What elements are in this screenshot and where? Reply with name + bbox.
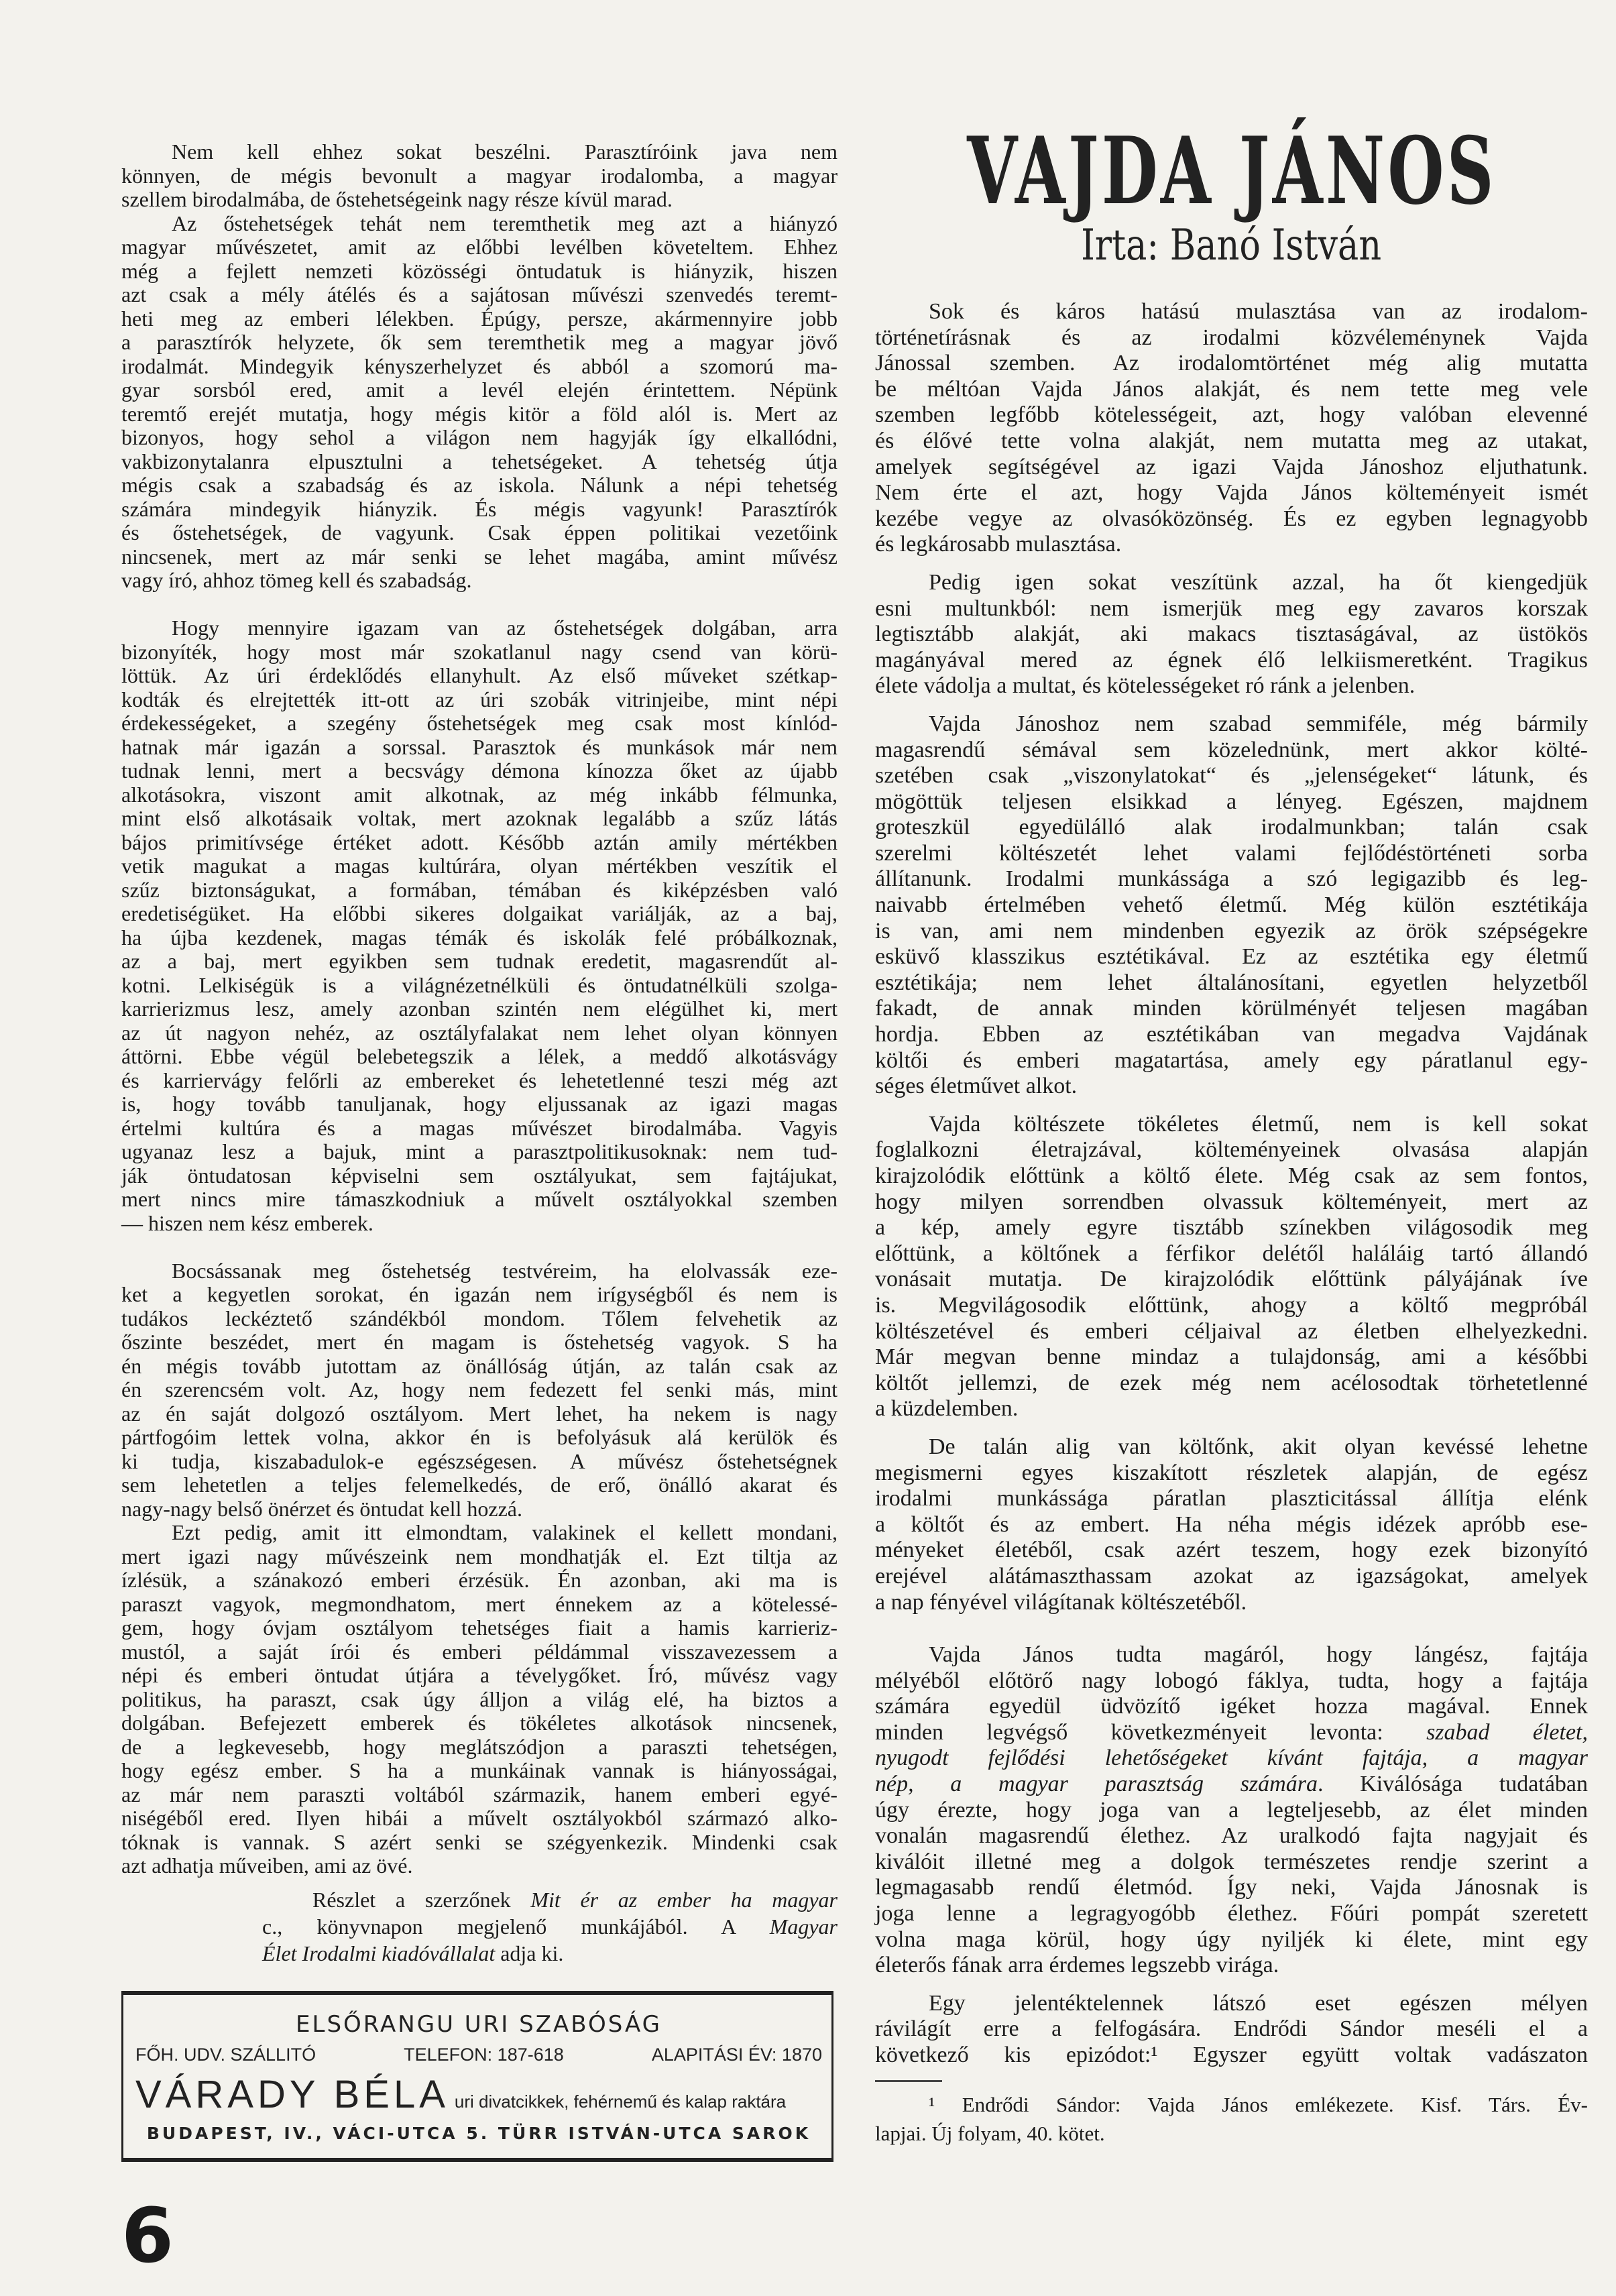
text-line: Nem érte el azt, hogy Vajda János költeményeit ismét <box>875 480 1588 506</box>
text-line: kirajzolódik előttünk a költő élete. Még csak az sem fontos, <box>875 1163 1588 1188</box>
text-line: Az őstehetségek tehát nem teremthetik meg azt a hiányzó <box>172 211 838 235</box>
text-line: szűz biztonságukat, a formában, témában és kiképzésben való <box>121 877 838 902</box>
text-line: heti meg az emberi lélekben. Épúgy, persze, akármennyire jobb <box>121 306 838 331</box>
text-line: esztétikája; nem lehet általánosítani, egyetlen helyzetből <box>875 970 1588 995</box>
text-line: a küzdelemben. <box>875 1396 1019 1422</box>
text-line: számára egyedül üdvözítő igéket hozza magával. Ennek <box>875 1694 1588 1719</box>
text-line: bizonyos, hogy sehol a világon nem hagyják így elkallódni, <box>121 425 838 449</box>
text-line: groteszkül egyedülálló alak irodalmunkban; talán csak <box>875 815 1588 840</box>
text-line: mégis csak a szabadság és az iskola. Nálunk a népi tehetség <box>121 473 838 497</box>
text-line: ízlésük, a szánakozó emberi érzésük. Én azonban, aki ma is <box>121 1568 838 1592</box>
text-line: mögöttük teljesen elsikkad a lényeg. Egészen, majdnem <box>875 789 1588 814</box>
text-segment: adja ki. <box>495 1941 564 1965</box>
paragraph <box>875 299 1588 558</box>
text-line: is. Megvilágosodik előttünk, ahogy a költő megpróbál <box>875 1292 1588 1318</box>
right-column-text <box>875 299 1588 2069</box>
text-line: volna maga körül, hogy úgy nyiljék ki élete, mint egy <box>875 1927 1588 1952</box>
text-line: dolgában. Befejezett emberek és tökéletes alkotások nincsenek, <box>121 1711 838 1735</box>
text-line: gem, hogy óvjam osztályom tehetséges fiait a hamis karrieriz- <box>121 1615 838 1640</box>
text-line: a nap fényével világítanak költészetéből. <box>875 1589 1247 1615</box>
text-line: lapjai. Új folyam, 40. kötet. <box>875 2121 1105 2145</box>
text-line: esküvő klasszikus esztétikával. Ez az esztétika egy életmű <box>875 944 1588 970</box>
text-line: úgy érezte, hogy joga van a legteljesebb, az élet minden <box>875 1797 1588 1823</box>
text-line: költészetével és emberi céljaival az életben elhelyezkedni. <box>875 1318 1588 1344</box>
italic-text: szabad életet, <box>1426 1719 1588 1745</box>
text-line: mert igazi nagy művészeink nem mondhatják el. Ezt tiltja az <box>121 1544 838 1568</box>
text-line: állítanunk. Irodalmi munkássága a szó legigazibb és leg- <box>875 866 1588 892</box>
excerpt-credit-note <box>262 1886 838 1967</box>
paragraph <box>121 140 838 212</box>
right-column <box>875 299 1588 2148</box>
text-line: vonásait mutatja. De kirajzolódik előttünk pályájának íve <box>875 1267 1588 1292</box>
text-line: mélyéből előtörő nagy lobogó fáklya, tudta, hogy a fajtája <box>875 1668 1588 1693</box>
text-line: kezébe vegye az olvasóközönség. És ez egyben legnagyobb <box>875 506 1588 531</box>
paragraph <box>121 1521 838 1878</box>
paragraph <box>875 570 1588 699</box>
text-line: hogy egész ember. S ha a munkáinak vannak is hiányosságai, <box>121 1758 838 1782</box>
text-line: számára mindegyik hiányzik. És mégis vagyunk! Parasztírók <box>121 496 838 521</box>
byline-row <box>875 221 1588 270</box>
text-line: és karriervágy felőrli az embereket és lehetetlenné teszi még azt <box>121 1068 838 1092</box>
text-line: joga lenne a legragyogóbb élethez. Főúri pompát szeretett <box>875 1901 1588 1927</box>
text-line: bájos primitívsége értéket adott. Később aztán amily mértékben <box>121 829 838 854</box>
text-line: kiválóit illetné meg a dolgok természetes rendje szerint a <box>875 1849 1588 1874</box>
ad-purveyor: FŐH. UDV. SZÁLLITÓ <box>135 2044 316 2065</box>
text-line: könnyen, de mégis bevonult a magyar irodalomba, a magyar <box>121 163 838 188</box>
text-line: erejével alátámaszthassam azokat az igazságokat, amelyek <box>875 1563 1588 1589</box>
ad-goods: uri divatcikkek, fehérnemű és kalap raktára <box>454 2091 787 2112</box>
text-line: szellem birodalmába, de őstehetségeink nagy része kívül marad. <box>121 187 673 211</box>
text-line: amelyek segítségével az igazi Vajda Jánoshoz eljuthatunk. <box>875 454 1588 479</box>
text-line: értelmi kultúra és a magas művészet birodalmába. Vagyis <box>121 1115 838 1140</box>
paragraph <box>121 1259 838 1522</box>
text-line: szetében csak „viszonylatokat“ és „jelenségeket“ látunk, és <box>875 763 1588 789</box>
text-line: még a fejlett nemzeti közösségi öntudatuk is hiányzik, hiszen <box>121 258 838 283</box>
text-line: a költőt és az embert. Ha néha mégis idézek apróbb ese- <box>875 1511 1588 1537</box>
text-line: magyar művészetet, amit az előbbi levélben követeltem. Ehhez <box>121 235 838 259</box>
text-line: karrierizmus lesz, amely azonban szintén nem elégülhet ki, mert <box>121 996 838 1021</box>
text-line: eredetiségüket. Ha előbbi sikeres dolgaikat variálják, az a baj, <box>121 901 838 925</box>
text-segment: minden legvégső következményeit levonta: <box>875 1719 1427 1745</box>
text-line: hogy milyen sorrendben olvassuk költeményeit, mert az <box>875 1189 1588 1214</box>
text-line: az én saját dolgozó osztályom. Mert lehet, ha nekem is nagy <box>121 1401 838 1426</box>
text-line: érdekességeket, a szegény őstehetségek meg csak most kínlód- <box>121 711 838 735</box>
text-line: költőt jellemzi, de ezek még nem acélosodtak törhetetlenné <box>875 1370 1588 1395</box>
text-line: ket a kegyetlen sorokat, én igazán nem irígységből és nem is <box>121 1282 838 1306</box>
text-line: áttörni. Ebbe végül belebetegszik a lélek, a meddő alkotásvágy <box>121 1044 838 1068</box>
article-header <box>875 116 1588 270</box>
text-line: élete vádolja a multat, és kötelességeket ró ránk a jelenben. <box>875 673 1416 699</box>
text-line: Hogy mennyire igazam van az őstehetségek dolgában, arra <box>172 616 838 640</box>
text-line: löttük. Az úri érdeklődés ellanyhult. Az első műveket szétkap- <box>121 663 838 687</box>
text-line: De talán alig van költőnk, akit olyan kevéssé lehetne <box>929 1434 1588 1459</box>
text-line: rávilágít erre a felfogására. Endrődi Sándor meséli el a <box>875 2016 1588 2042</box>
text-line: azt adhatja műveiben, ami az övé. <box>121 1853 413 1878</box>
italic-text: nép, a magyar parasztság számára <box>875 1772 1318 1797</box>
text-line: népi és emberi öntudat útjára a tévelygőket. Író, művész vagy <box>121 1663 838 1687</box>
text-line: vagy író, ahhoz tömeg kell és szabadság. <box>121 568 472 592</box>
footnote <box>875 2090 1588 2148</box>
text-line: költői és emberi magatartása, amely egy páratlanul egy- <box>875 1047 1588 1073</box>
text-line: az már nem paraszti voltából származik, hanem emberi egyé- <box>121 1782 838 1806</box>
text-line: és legkárosabb mulasztása. <box>875 532 1122 557</box>
text-line: alkotásokra, viszont amit alkotnak, az még inkább félmunka, <box>121 782 838 807</box>
text-line: én szerencsém volt. Az, hogy nem fedezett fel senki más, mint <box>121 1377 838 1401</box>
text-line: vonalán magasrendű élethez. Az uralkodó fajta nagyjait és <box>875 1823 1588 1849</box>
text-line: megismerni egyes kiszakított részletek alapján, de egész <box>875 1460 1588 1485</box>
title-row <box>875 116 1588 225</box>
text-line <box>875 1720 1588 1746</box>
text-line: életerős fának arra érdemes legszebb virága. <box>875 1953 1279 1978</box>
text-line: Már megvan benne mindaz a tulajdonság, ami a későbbi <box>875 1344 1588 1370</box>
text-line: séges életművet alkot. <box>875 1074 1078 1099</box>
text-line: mint első alkotásaik voltak, mert azoknak legalább a szűz látás <box>121 806 838 830</box>
text-line: Jánossal szemben. Az irodalomtörténet még alig mutatta <box>875 351 1588 376</box>
text-line <box>262 1886 838 1913</box>
text-line: a parasztírók helyzete, ők sem teremthetik meg a magyar jövő <box>121 330 838 354</box>
text-line <box>262 1913 838 1940</box>
text-line: foglalkozni életrajzával, költeményeinek olvasása alapján <box>875 1137 1588 1163</box>
text-line: legmagasabb rendű életmód. Így neki, Vajda Jánosnak is <box>875 1875 1588 1900</box>
text-line: hatnak már igazán a sorssal. Parasztok és munkások már nem <box>121 734 838 759</box>
text-line: mustól, a saját írói és emberi példámmal visszavezessem a <box>121 1639 838 1664</box>
text-line: történetírásnak és az irodalmi közvéleménynek Vajda <box>875 325 1588 350</box>
ad-address: BUDAPEST, IV., VÁCI-UTCA 5. TÜRR ISTVÁN-UTCA SAROK <box>146 2123 811 2143</box>
ad-headline: ELSŐRANGU URI SZABÓSÁG <box>296 2010 662 2038</box>
text-line <box>262 1940 838 1967</box>
text-line: Sok és káros hatású mulasztása van az irodalom- <box>929 299 1588 324</box>
ad-founded: ALAPITÁSI ÉV: 1870 <box>651 2044 822 2065</box>
text-line: niségéből ered. Ilyen hibái a művelt osztályokból származó alko- <box>121 1806 838 1830</box>
text-line: Bocsássanak meg őstehetség testvéreim, ha elolvassák eze- <box>172 1258 838 1283</box>
text-line: Ezt pedig, amit itt elmondtam, valakinek el kellett mondani, <box>172 1520 838 1544</box>
text-line: tudnak lenni, mert a becsvágy démona kínozza őket az újabb <box>121 758 838 783</box>
text-line: Egy jelentéktelennek látszó eset egészen mélyen <box>929 1990 1588 2016</box>
text-line: következő kis epizódot:¹ Egyszer együtt voltak vadászaton <box>875 2043 1588 2067</box>
text-line: ¹ Endrődi Sándor: Vajda János emlékezete. Kisf. Társ. Év- <box>929 2092 1588 2116</box>
text-line: naivabb értelmében vehető életmű. Még külön esztétikája <box>875 893 1588 918</box>
text-line: nagy-nagy belső önérzet és öntudat kell hozzá. <box>121 1496 522 1521</box>
text-line: és élővé tette volna alakját, nem mutatta meg az utakat, <box>875 428 1588 453</box>
text-line: Pedig igen sokat veszítünk azzal, ha őt kiengedjük <box>929 569 1588 595</box>
text-line: az út nagyon nehéz, az osztályfalakat nem lehet olyan könnyen <box>121 1020 838 1045</box>
text-line <box>875 1772 1588 1798</box>
ad-phone: TELEFON: 187-618 <box>404 2044 564 2065</box>
text-line: szemben legfőbb kötelességeit, azt, hogy valóban elevenné <box>875 402 1588 428</box>
text-line: irodalmát. Mindegyik kényszerhelyzet és abból a szomorú ma- <box>121 353 838 378</box>
text-line: is, hogy tovább tanuljanak, hogy eljussanak az igazi magas <box>121 1092 838 1116</box>
text-line: mert nincs mire támaszkodniuk a művelt osztályokkal szemben <box>121 1187 838 1211</box>
ad-info-row <box>135 2045 822 2065</box>
paragraph <box>262 1886 838 1967</box>
text-segment: Részlet a szerzőnek <box>312 1887 531 1912</box>
text-line: ki tudja, kiszabadulok-e egészségesen. A művész őstehetségnek <box>121 1448 838 1473</box>
paragraph <box>875 711 1588 1100</box>
text-line: de a legkevesebb, hogy meglátszódjon a paraszti tehetségen, <box>121 1734 838 1759</box>
paragraph <box>875 1434 1588 1615</box>
text-line: magasrendű sémával sem közelednünk, mert akkor költé- <box>875 737 1588 762</box>
text-line: Vajda költészete tökéletes életmű, nem is kell sokat <box>929 1111 1588 1137</box>
text-line: teremtő erejét mutatja, hogy mégis kitör a föld alól is. Mert az <box>121 401 838 426</box>
text-line: nincsenek, mert az már senki se lehet magába, amint művész <box>121 544 838 569</box>
text-line: szerelmi költészetét lehet valami fejlődéstörténeti sorba <box>875 840 1588 866</box>
text-line: az a baj, mert egyikben sem tudnak eredetit, magasrendűt al- <box>121 949 838 973</box>
text-line: kotni. Lelkiségük is a világnézetnélküli és öntudatnélküli szolga- <box>121 972 838 997</box>
paragraph <box>875 1642 1588 1979</box>
text-line <box>875 1745 1588 1772</box>
text-line: én mégis tovább jutottam az önállóság útján, az talán csak az <box>121 1353 838 1378</box>
text-line: — hiszen nem kész emberek. <box>121 1210 373 1235</box>
text-line: is van, ami nem mindenben egyezik az örök szépségekre <box>875 918 1588 943</box>
article-byline: Irta: Banó István <box>1081 221 1382 270</box>
text-line: magányával mered az égnek élő lelkiismeretként. Tragikus <box>875 647 1588 673</box>
advertisement-box <box>121 1991 833 2162</box>
italic-text: Élet Irodalmi kiadóvállalat <box>262 1941 496 1965</box>
text-line: irodalmi munkássága páratlan plaszticitással állítja elénk <box>875 1486 1588 1511</box>
page-number: 6 <box>121 2192 174 2280</box>
paragraph <box>875 1991 1588 2069</box>
text-line: hordja. Ebben az esztétikában van megadva Vajdának <box>875 1022 1588 1047</box>
paragraph <box>875 2090 1588 2148</box>
text-line: bizonyíték, hogy most már szokatlanul nagy csend van körü- <box>121 639 838 664</box>
text-line: Vajda János tudta magáról, hogy lángész, fajtája <box>929 1642 1588 1668</box>
paragraph <box>875 1112 1588 1422</box>
text-line: tudákos leckéztető szándékból mondom. Tőlem felvehetik az <box>121 1306 838 1330</box>
text-line: és őstehetségek, de vagyunk. Csak éppen politikai vezetőink <box>121 520 838 544</box>
footnote-divider <box>875 2080 942 2082</box>
paragraph <box>121 616 838 1235</box>
text-line: esni multunkból: nem ismerjük meg egy zavaros korszak <box>875 595 1588 621</box>
text-line: kodták és elrejtették itt-ott az úri szobák vitrinjeibe, mint népi <box>121 687 838 711</box>
ad-name-row <box>135 2072 822 2117</box>
text-line: gyar sorsból ered, amit a levél elején érintettem. Népünk <box>121 378 838 402</box>
left-column-text <box>121 140 838 1878</box>
text-line: sem lehetetlen a teljes felemelkedés, de erő, önálló akarat és <box>121 1473 838 1497</box>
text-line: legtisztább alakját, aki makacs tisztaságával, az üstökös <box>875 622 1588 647</box>
italic-text: Magyar <box>769 1914 838 1939</box>
text-line: fakadt, de annak minden körülményét teljesen magában <box>875 996 1588 1021</box>
text-line: ha újba kezdenek, magas témák és iskolák felé próbálkoznak, <box>121 925 838 950</box>
text-line: ják öntudatosan képviselni sem osztályukat, sem fajtájukat, <box>121 1163 838 1188</box>
text-segment: c., könyvnapon megjelenő munkájából. A <box>262 1914 770 1939</box>
text-line: politikus, ha paraszt, csak úgy álljon a világ elé, ha biztos a <box>121 1686 838 1711</box>
text-segment: . Kiválósága tudatában <box>1317 1772 1588 1797</box>
text-line: paraszt vagyok, megmondhatom, mert énnekem az a kötelessé- <box>121 1591 838 1616</box>
italic-text: Mit ér az ember ha magyar <box>530 1887 838 1912</box>
article-title: VAJDA JÁNOS <box>966 116 1497 225</box>
text-line: a kép, amely egyre tisztább színekben világosodik meg <box>875 1215 1588 1241</box>
text-line: azt csak a mély átélés és a sajátosan művészi szenvedés teremt- <box>121 282 838 306</box>
text-line: ugyanaz lesz a bajuk, mint a parasztpolitikusoknak: nem tud- <box>121 1139 838 1163</box>
italic-text: nyugodt fejlődési lehetőségeket kívánt fajtája, a magyar <box>875 1745 1588 1771</box>
text-line: ményeket életéből, csak azért teszem, hogy ezek bizonyító <box>875 1538 1588 1563</box>
text-line: előttünk, a költőnek a férfikor delétől haláláig tartó állandó <box>875 1241 1588 1266</box>
text-line: vetik magukat a magas kultúrára, olyan mértékben veszítik el <box>121 854 838 878</box>
text-line: tóknak is vannak. S azért senki se szégyenkezik. Mindenki csak <box>121 1829 838 1854</box>
text-line: vakbizonytalanra elpusztulni a tehetségeket. A tehetség útja <box>121 449 838 473</box>
ad-business-name: VÁRADY BÉLA <box>135 2072 449 2116</box>
text-line: be méltóan Vajda János alakját, és nem tette meg vele <box>875 376 1588 402</box>
text-line: Vajda Jánoshoz nem szabad semmiféle, még bármily <box>929 711 1588 736</box>
text-line: Nem kell ehhez sokat beszélni. Parasztíróink java nem <box>172 139 838 164</box>
paragraph <box>121 212 838 593</box>
left-column <box>121 139 838 2280</box>
text-line: őszinte beszédet, mert én magam is őstehetség vagyok. S ha <box>121 1330 838 1354</box>
text-line: pártfogóim lettek volna, akkor én is befolyásuk alá kerülök és <box>121 1425 838 1449</box>
